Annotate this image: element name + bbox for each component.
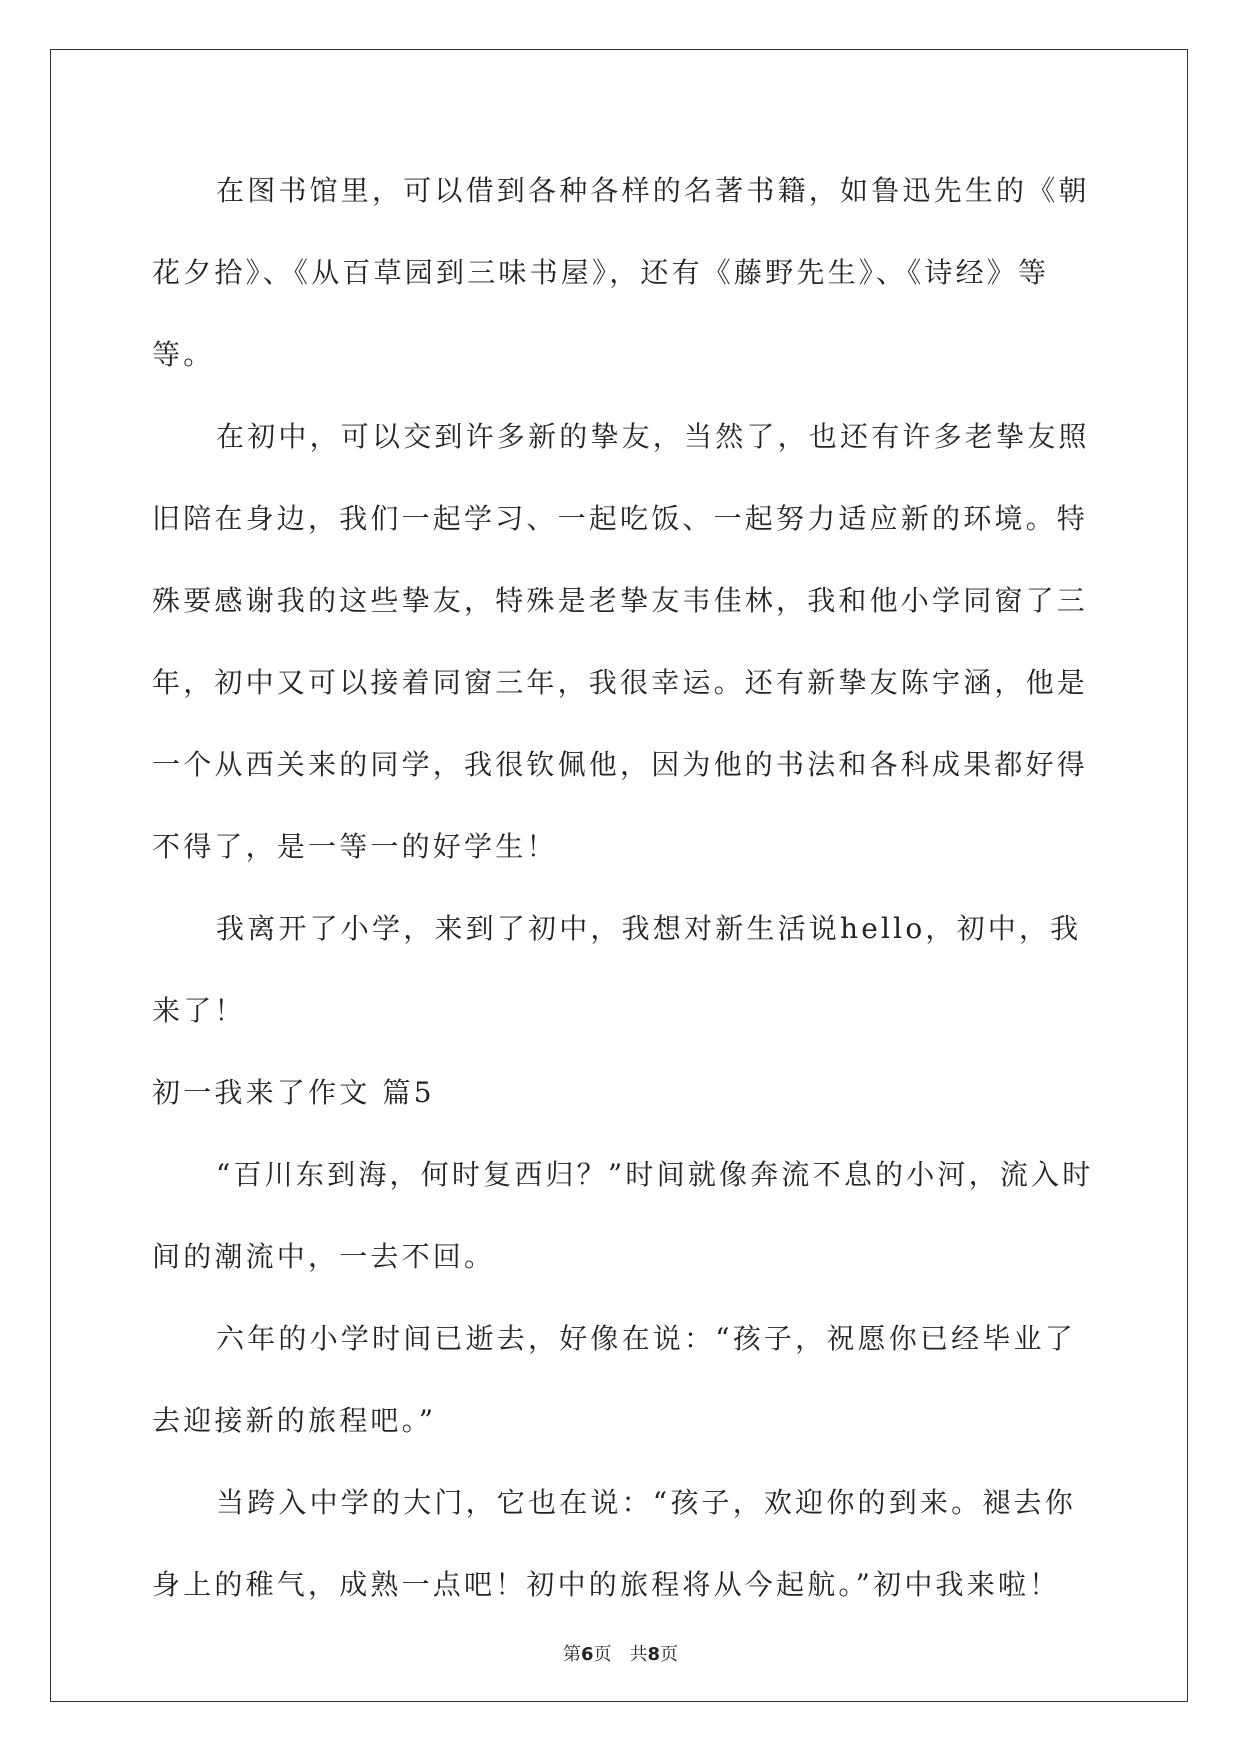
section-heading: 初一我来了作文 篇5 <box>152 1076 435 1109</box>
paragraph: 在初中，可以交到许多新的挚友，当然了，也还有许多老挚友照旧陪在身边，我们一起学习、一起吃饭、一起努力适应新的环境。特殊要感谢我的这些挚友，特殊是老挚友韦佳林，我和他小学同窗了三年，初中又可以接着同窗三年，我很幸运。还有新挚友陈宇涵，他是一个从西关来的同学，我很钦佩他，因为他的书法和各科成果都好得不得了，是一等一的好学生！ <box>152 420 1090 863</box>
footer-suffix: 页 <box>660 1644 679 1665</box>
page-footer <box>0 1640 1241 1666</box>
document-body <box>152 150 1102 1626</box>
current-page-number: 6 <box>580 1644 594 1665</box>
paragraph: 当跨入中学的大门，它也在说：“孩子，欢迎你的到来。褪去你身上的稚气，成熟一点吧！初中的旅程将从今起航。”初中我来啦！ <box>152 1486 1076 1601</box>
paragraph: “百川东到海，何时复西归？”时间就像奔流不息的小河，流入时间的潮流中，一去不回。 <box>152 1158 1094 1273</box>
footer-prefix: 第 <box>562 1644 581 1665</box>
footer-middle: 页 共 <box>593 1644 648 1665</box>
paragraph: 六年的小学时间已逝去，好像在说：“孩子，祝愿你已经毕业了去迎接新的旅程吧。” <box>152 1322 1076 1437</box>
total-pages-number: 8 <box>647 1644 661 1665</box>
paragraph: 我离开了小学，来到了初中，我想对新生活说hello，初中，我来了！ <box>152 912 1082 1027</box>
paragraph: 在图书馆里，可以借到各种各样的名著书籍，如鲁迅先生的《朝花夕拾》、《从百草园到三味书屋》，还有《藤野先生》、《诗经》等等。 <box>152 174 1090 371</box>
